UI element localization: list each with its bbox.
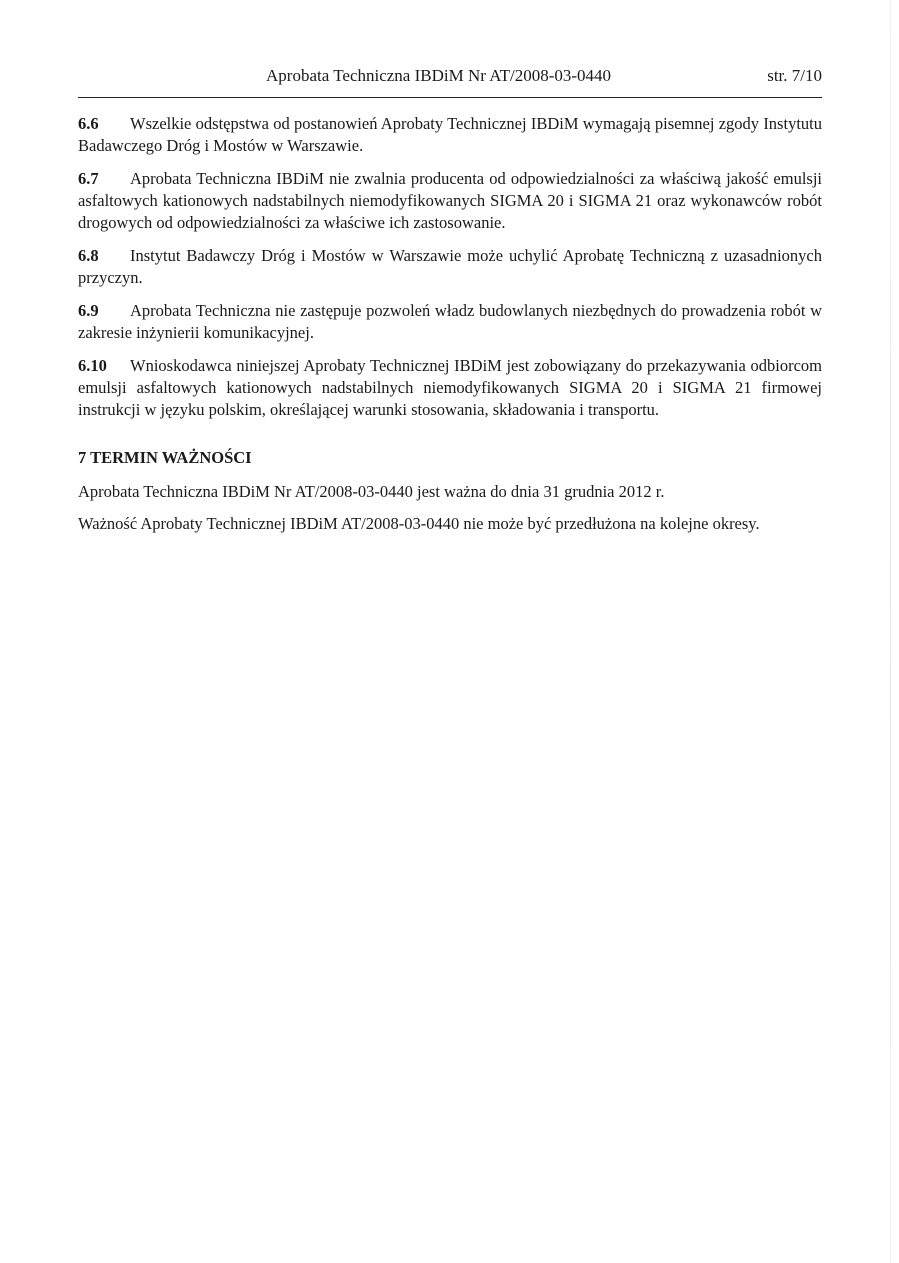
header-divider bbox=[78, 97, 822, 98]
document-body bbox=[78, 113, 822, 545]
header-title: Aprobata Techniczna IBDiM Nr AT/2008-03-0440 bbox=[266, 66, 612, 85]
section-heading: 7 TERMIN WAŻNOŚCI bbox=[78, 448, 252, 467]
clause-6-8 bbox=[78, 245, 822, 289]
page-number: str. 7/10 bbox=[767, 66, 822, 85]
clause-number: 6.9 bbox=[78, 301, 99, 320]
clause-text: Instytut Badawczy Dróg i Mostów w Warszawie może uchylić Aprobatę Techniczną z uzasadnionych przyczyn. bbox=[78, 246, 822, 287]
clause-number: 6.6 bbox=[78, 114, 99, 133]
clause-text: Wszelkie odstępstwa od postanowień Aprobaty Technicznej IBDiM wymagają pisemnej zgody Instytutu Badawczego Dróg i Mostów w Warszawie. bbox=[78, 114, 822, 155]
page-header bbox=[78, 66, 822, 92]
clause-text: Aprobata Techniczna nie zastępuje pozwoleń władz budowlanych niezbędnych do prowadzenia robót w zakresie inżynierii komunikacyjnej. bbox=[78, 301, 822, 342]
clause-number: 6.7 bbox=[78, 169, 99, 188]
clause-6-10 bbox=[78, 355, 822, 421]
clause-text: Aprobata Techniczna IBDiM nie zwalnia producenta od odpowiedzialności za właściwą jakość emulsji asfaltowych kationowych nadstabilnych niemodyfikowanych SIGMA 20 i SIGMA 21 oraz wykonawców robót drogowych od odpowiedzialności za właściwe ich zastosowanie. bbox=[78, 169, 822, 232]
clause-number: 6.10 bbox=[78, 356, 107, 375]
clause-number: 6.8 bbox=[78, 246, 99, 265]
clause-text: Wnioskodawca niniejszej Aprobaty Technicznej IBDiM jest zobowiązany do przekazywania odbiorcom emulsji asfaltowych kationowych nadstabilnych niemodyfikowanych SIGMA 20 i SIGMA 21 firmowej instrukcji w języku polskim, określającej warunki stosowania, składowania i transportu. bbox=[78, 356, 822, 419]
clause-6-6 bbox=[78, 113, 822, 157]
clause-6-7 bbox=[78, 168, 822, 234]
extension-paragraph: Ważność Aprobaty Technicznej IBDiM AT/2008-03-0440 nie może być przedłużona na kolejne okresy. bbox=[78, 514, 760, 533]
clause-6-9 bbox=[78, 300, 822, 344]
validity-paragraph: Aprobata Techniczna IBDiM Nr AT/2008-03-0440 jest ważna do dnia 31 grudnia 2012 r. bbox=[78, 482, 665, 501]
scan-edge-line bbox=[890, 0, 891, 1263]
